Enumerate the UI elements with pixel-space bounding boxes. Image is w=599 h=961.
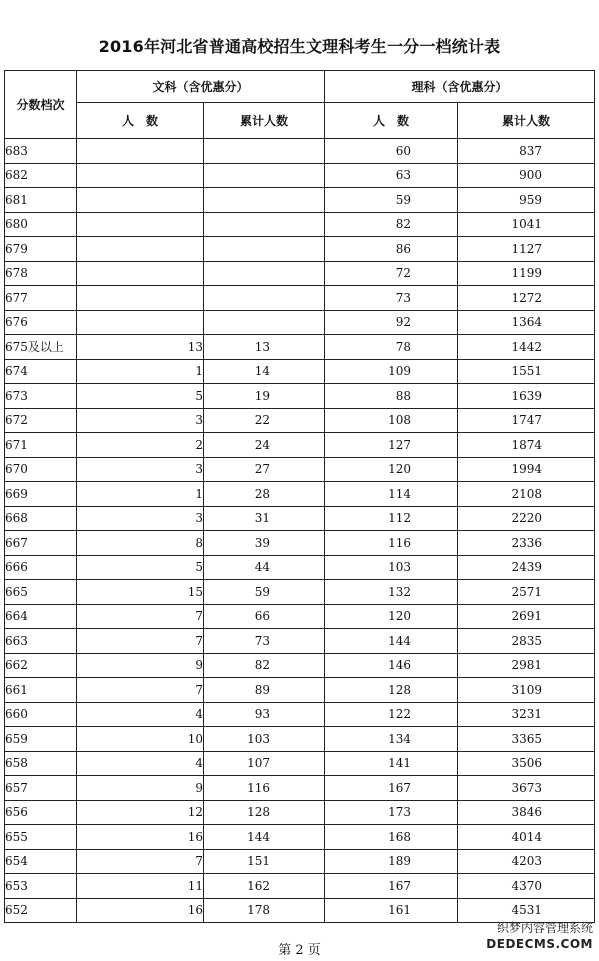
science-count-cell: 161 — [325, 898, 458, 923]
science-count-cell: 60 — [325, 139, 458, 164]
science-cumulative-cell: 2981 — [458, 653, 595, 678]
document-title: 2016年河北省普通高校招生文理科考生一分一档统计表 — [98, 37, 501, 56]
score-cell: 657 — [5, 776, 77, 801]
science-count-cell: 132 — [325, 580, 458, 605]
table-row — [5, 286, 595, 311]
science-cumulative-cell: 4014 — [458, 825, 595, 850]
liberal-count-cell: 13 — [77, 335, 204, 360]
science-cumulative-cell: 4370 — [458, 874, 595, 899]
score-cell: 679 — [5, 237, 77, 262]
table-row — [5, 604, 595, 629]
science-count-cell: 59 — [325, 188, 458, 213]
science-count-cell: 167 — [325, 776, 458, 801]
header-science-count: 人 数 — [325, 103, 458, 139]
liberal-cumulative-cell — [204, 212, 325, 237]
liberal-cumulative-cell: 66 — [204, 604, 325, 629]
table-row — [5, 384, 595, 409]
liberal-count-cell — [77, 286, 204, 311]
header-science-group: 理科（含优惠分） — [325, 71, 595, 103]
table-row — [5, 849, 595, 874]
liberal-count-cell: 16 — [77, 898, 204, 923]
score-cell: 675及以上 — [5, 335, 77, 360]
science-count-cell: 120 — [325, 604, 458, 629]
liberal-cumulative-cell — [204, 237, 325, 262]
liberal-cumulative-cell: 31 — [204, 506, 325, 531]
science-cumulative-cell: 900 — [458, 163, 595, 188]
science-count-cell: 120 — [325, 457, 458, 482]
science-count-cell: 146 — [325, 653, 458, 678]
score-cell: 670 — [5, 457, 77, 482]
table-row — [5, 261, 595, 286]
science-count-cell: 144 — [325, 629, 458, 654]
score-cell: 661 — [5, 678, 77, 703]
liberal-cumulative-cell: 13 — [204, 335, 325, 360]
science-count-cell: 112 — [325, 506, 458, 531]
score-cell: 680 — [5, 212, 77, 237]
science-count-cell: 114 — [325, 482, 458, 507]
score-cell: 655 — [5, 825, 77, 850]
liberal-cumulative-cell: 178 — [204, 898, 325, 923]
science-cumulative-cell: 1551 — [458, 359, 595, 384]
score-cell: 669 — [5, 482, 77, 507]
science-count-cell: 108 — [325, 408, 458, 433]
table-row — [5, 531, 595, 556]
table-row — [5, 727, 595, 752]
table-row — [5, 898, 595, 923]
science-count-cell: 73 — [325, 286, 458, 311]
science-cumulative-cell: 1199 — [458, 261, 595, 286]
science-count-cell: 86 — [325, 237, 458, 262]
science-cumulative-cell: 3231 — [458, 702, 595, 727]
science-cumulative-cell: 3506 — [458, 751, 595, 776]
science-count-cell: 82 — [325, 212, 458, 237]
liberal-count-cell — [77, 163, 204, 188]
liberal-count-cell: 3 — [77, 457, 204, 482]
table-row — [5, 751, 595, 776]
liberal-count-cell: 4 — [77, 702, 204, 727]
liberal-cumulative-cell: 103 — [204, 727, 325, 752]
science-count-cell: 189 — [325, 849, 458, 874]
liberal-count-cell — [77, 237, 204, 262]
score-cell: 660 — [5, 702, 77, 727]
science-count-cell: 72 — [325, 261, 458, 286]
table-row — [5, 555, 595, 580]
science-cumulative-cell: 1041 — [458, 212, 595, 237]
liberal-count-cell: 5 — [77, 555, 204, 580]
liberal-cumulative-cell: 28 — [204, 482, 325, 507]
science-cumulative-cell: 3673 — [458, 776, 595, 801]
science-cumulative-cell: 2691 — [458, 604, 595, 629]
liberal-cumulative-cell: 82 — [204, 653, 325, 678]
liberal-count-cell: 5 — [77, 384, 204, 409]
liberal-count-cell: 3 — [77, 506, 204, 531]
table-row — [5, 457, 595, 482]
science-cumulative-cell: 1994 — [458, 457, 595, 482]
liberal-cumulative-cell: 93 — [204, 702, 325, 727]
table-header — [5, 71, 595, 139]
header-liberal-arts-group: 文科（含优惠分） — [77, 71, 325, 103]
liberal-count-cell: 15 — [77, 580, 204, 605]
score-cell: 683 — [5, 139, 77, 164]
table-row — [5, 800, 595, 825]
score-cell: 672 — [5, 408, 77, 433]
liberal-cumulative-cell: 89 — [204, 678, 325, 703]
liberal-count-cell: 10 — [77, 727, 204, 752]
score-cell: 673 — [5, 384, 77, 409]
liberal-count-cell: 7 — [77, 629, 204, 654]
liberal-count-cell: 16 — [77, 825, 204, 850]
science-cumulative-cell: 2336 — [458, 531, 595, 556]
liberal-cumulative-cell — [204, 139, 325, 164]
score-cell: 674 — [5, 359, 77, 384]
liberal-cumulative-cell: 162 — [204, 874, 325, 899]
liberal-cumulative-cell: 116 — [204, 776, 325, 801]
science-count-cell: 103 — [325, 555, 458, 580]
table-row — [5, 776, 595, 801]
table-row — [5, 335, 595, 360]
science-cumulative-cell: 4531 — [458, 898, 595, 923]
liberal-cumulative-cell: 14 — [204, 359, 325, 384]
science-count-cell: 134 — [325, 727, 458, 752]
header-score-level: 分数档次 — [5, 71, 77, 139]
table-row — [5, 237, 595, 262]
site-watermark — [486, 920, 593, 952]
liberal-cumulative-cell — [204, 188, 325, 213]
table-row — [5, 310, 595, 335]
liberal-cumulative-cell: 39 — [204, 531, 325, 556]
liberal-cumulative-cell: 19 — [204, 384, 325, 409]
liberal-count-cell: 7 — [77, 604, 204, 629]
science-count-cell: 109 — [325, 359, 458, 384]
score-cell: 658 — [5, 751, 77, 776]
science-cumulative-cell: 1364 — [458, 310, 595, 335]
liberal-cumulative-cell — [204, 163, 325, 188]
liberal-count-cell: 7 — [77, 678, 204, 703]
score-cell: 676 — [5, 310, 77, 335]
science-cumulative-cell: 959 — [458, 188, 595, 213]
liberal-cumulative-cell — [204, 310, 325, 335]
liberal-cumulative-cell: 22 — [204, 408, 325, 433]
science-cumulative-cell: 3365 — [458, 727, 595, 752]
liberal-cumulative-cell: 144 — [204, 825, 325, 850]
score-cell: 662 — [5, 653, 77, 678]
watermark-title: 织梦内容管理系统 — [496, 921, 593, 935]
table-row — [5, 139, 595, 164]
liberal-count-cell — [77, 212, 204, 237]
science-count-cell: 167 — [325, 874, 458, 899]
science-cumulative-cell: 1127 — [458, 237, 595, 262]
science-cumulative-cell: 2835 — [458, 629, 595, 654]
liberal-count-cell — [77, 188, 204, 213]
table-body — [5, 139, 595, 923]
liberal-count-cell: 1 — [77, 482, 204, 507]
table-row — [5, 408, 595, 433]
liberal-cumulative-cell: 59 — [204, 580, 325, 605]
science-count-cell: 141 — [325, 751, 458, 776]
science-cumulative-cell: 3109 — [458, 678, 595, 703]
table-row — [5, 874, 595, 899]
science-count-cell: 128 — [325, 678, 458, 703]
liberal-cumulative-cell — [204, 261, 325, 286]
liberal-count-cell: 11 — [77, 874, 204, 899]
science-count-cell: 92 — [325, 310, 458, 335]
score-cell: 671 — [5, 433, 77, 458]
score-cell: 665 — [5, 580, 77, 605]
score-cell: 682 — [5, 163, 77, 188]
science-cumulative-cell: 2439 — [458, 555, 595, 580]
liberal-count-cell: 4 — [77, 751, 204, 776]
score-cell: 664 — [5, 604, 77, 629]
science-cumulative-cell: 4203 — [458, 849, 595, 874]
science-count-cell: 127 — [325, 433, 458, 458]
liberal-cumulative-cell: 24 — [204, 433, 325, 458]
science-cumulative-cell: 1639 — [458, 384, 595, 409]
table-row — [5, 702, 595, 727]
science-count-cell: 173 — [325, 800, 458, 825]
science-cumulative-cell: 1272 — [458, 286, 595, 311]
liberal-count-cell — [77, 310, 204, 335]
liberal-cumulative-cell — [204, 286, 325, 311]
liberal-count-cell: 12 — [77, 800, 204, 825]
liberal-count-cell: 9 — [77, 653, 204, 678]
header-science-cumulative: 累计人数 — [458, 103, 595, 139]
watermark-domain: DEDECMS.COM — [486, 937, 593, 951]
liberal-count-cell: 7 — [77, 849, 204, 874]
header-liberal-count: 人 数 — [77, 103, 204, 139]
score-cell: 654 — [5, 849, 77, 874]
liberal-count-cell: 2 — [77, 433, 204, 458]
table-row — [5, 580, 595, 605]
score-cell: 666 — [5, 555, 77, 580]
table-row — [5, 653, 595, 678]
science-count-cell: 168 — [325, 825, 458, 850]
table-row — [5, 433, 595, 458]
science-cumulative-cell: 2220 — [458, 506, 595, 531]
table-row — [5, 188, 595, 213]
header-liberal-cumulative: 累计人数 — [204, 103, 325, 139]
score-cell: 659 — [5, 727, 77, 752]
table-row — [5, 359, 595, 384]
table-row — [5, 678, 595, 703]
liberal-cumulative-cell: 107 — [204, 751, 325, 776]
score-distribution-table — [4, 70, 595, 923]
science-count-cell: 63 — [325, 163, 458, 188]
table-row — [5, 629, 595, 654]
science-cumulative-cell: 837 — [458, 139, 595, 164]
liberal-cumulative-cell: 151 — [204, 849, 325, 874]
liberal-count-cell: 9 — [77, 776, 204, 801]
page-number: 第 2 页 — [278, 943, 321, 958]
table-row — [5, 212, 595, 237]
science-count-cell: 116 — [325, 531, 458, 556]
science-cumulative-cell: 1874 — [458, 433, 595, 458]
liberal-count-cell: 8 — [77, 531, 204, 556]
science-cumulative-cell: 1747 — [458, 408, 595, 433]
score-cell: 663 — [5, 629, 77, 654]
liberal-count-cell — [77, 139, 204, 164]
score-cell: 677 — [5, 286, 77, 311]
liberal-count-cell: 1 — [77, 359, 204, 384]
table-row — [5, 825, 595, 850]
science-count-cell: 88 — [325, 384, 458, 409]
score-cell: 652 — [5, 898, 77, 923]
liberal-cumulative-cell: 44 — [204, 555, 325, 580]
science-cumulative-cell: 2108 — [458, 482, 595, 507]
science-count-cell: 122 — [325, 702, 458, 727]
liberal-cumulative-cell: 128 — [204, 800, 325, 825]
liberal-count-cell — [77, 261, 204, 286]
liberal-count-cell: 3 — [77, 408, 204, 433]
table-row — [5, 506, 595, 531]
score-cell: 681 — [5, 188, 77, 213]
score-cell: 668 — [5, 506, 77, 531]
science-cumulative-cell: 1442 — [458, 335, 595, 360]
table-row — [5, 482, 595, 507]
liberal-cumulative-cell: 27 — [204, 457, 325, 482]
science-cumulative-cell: 3846 — [458, 800, 595, 825]
table-row — [5, 163, 595, 188]
score-cell: 656 — [5, 800, 77, 825]
science-cumulative-cell: 2571 — [458, 580, 595, 605]
liberal-cumulative-cell: 73 — [204, 629, 325, 654]
score-cell: 678 — [5, 261, 77, 286]
score-cell: 653 — [5, 874, 77, 899]
score-cell: 667 — [5, 531, 77, 556]
science-count-cell: 78 — [325, 335, 458, 360]
